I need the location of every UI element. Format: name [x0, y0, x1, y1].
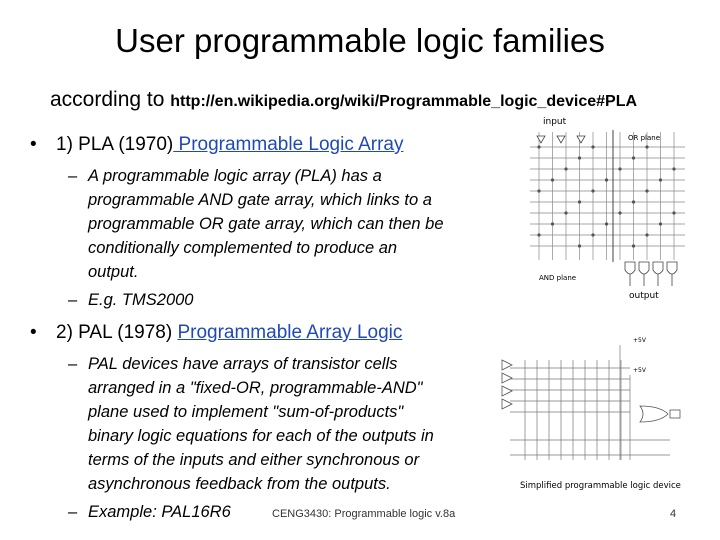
- bullet-dot: •: [30, 322, 37, 343]
- pal-example: [68, 500, 231, 524]
- pla-or-gate: [639, 262, 649, 274]
- pla-connection-dot: [537, 145, 540, 148]
- pal-desc-line: arranged in a "fixed-OR, programmable-AND": [88, 379, 423, 397]
- pla-or-gate: [653, 262, 663, 274]
- pal-vcc-label-2: +5V: [633, 367, 646, 374]
- page-number: 4: [670, 508, 677, 520]
- pla-connection-dot: [632, 156, 635, 159]
- pla-connection-dot: [659, 222, 662, 225]
- bullet-pal-prefix: 2) PAL (1978): [56, 322, 173, 343]
- dash: –: [68, 503, 78, 521]
- pal-or-gate: [640, 406, 668, 422]
- pla-connection-dot: [537, 189, 540, 192]
- pla-output-gates: [537, 136, 677, 286]
- pal-desc-line: plane used to implement "sum-of-products": [88, 403, 404, 421]
- pal-description: [68, 352, 434, 496]
- pla-or-plane-label: OR plane: [628, 134, 661, 142]
- pal-vcc-label-1: +5V: [633, 337, 646, 344]
- pla-input-buffer: [577, 136, 585, 143]
- pla-connection-dot: [672, 211, 675, 214]
- pal-input-buffer: [502, 399, 512, 409]
- pla-connection-dot: [578, 200, 581, 203]
- pla-desc-line: A programmable logic array (PLA) has a: [88, 167, 382, 185]
- pal-desc-line: asynchronous feedback from the outputs.: [88, 475, 391, 493]
- dash: –: [68, 355, 78, 373]
- pla-connection-dot: [659, 178, 662, 181]
- pla-desc-line: conditionally complemented to produce an: [88, 239, 398, 257]
- pla-connection-dot: [564, 211, 567, 214]
- pal-example-text: Example: PAL16R6: [88, 503, 231, 521]
- pla-connection-dot: [605, 222, 608, 225]
- pla-connection-dot: [618, 211, 621, 214]
- pla-connection-dot: [551, 222, 554, 225]
- pal-link[interactable]: Programmable Array Logic: [177, 322, 403, 343]
- pal-desc-line: binary logic equations for each of the outputs in: [88, 427, 434, 445]
- pla-connection-dot: [591, 233, 594, 236]
- pal-wiring: [510, 345, 670, 460]
- pal-input-buffer: [502, 373, 512, 383]
- pla-grid: [530, 130, 685, 262]
- bullet-pla-prefix: 1) PLA (1970): [56, 134, 174, 155]
- pla-output-label: output: [629, 291, 659, 301]
- pla-link[interactable]: Programmable Logic Array: [173, 134, 404, 155]
- pla-input-buffer: [537, 136, 545, 143]
- pla-desc-line: programmable AND gate array, which links to a: [88, 191, 432, 209]
- pla-connection-dot: [632, 244, 635, 247]
- footer-course: CENG3430: Programmable logic v.8a: [272, 508, 456, 520]
- pal-desc-line: PAL devices have arrays of transistor cells: [88, 355, 398, 373]
- dash: –: [68, 167, 78, 185]
- pla-or-gate: [625, 262, 635, 274]
- pla-connection-dot: [645, 189, 648, 192]
- pal-input-buffer: [502, 360, 512, 370]
- pla-connection-dot: [672, 167, 675, 170]
- pla-diagram: [525, 112, 695, 302]
- source-url[interactable]: http://en.wikipedia.org/wiki/Programmable_logic_device#PLA: [170, 93, 638, 110]
- pla-connection-dot: [551, 178, 554, 181]
- pla-connection-dot: [578, 244, 581, 247]
- bullet-dot: •: [30, 134, 37, 155]
- dash: –: [68, 291, 78, 309]
- bullet-pla: [30, 134, 403, 156]
- pal-diagram: [470, 330, 710, 495]
- pla-connection-dot: [578, 156, 581, 159]
- pal-input-buffer: [502, 386, 512, 396]
- pla-desc-line: output.: [88, 263, 139, 281]
- pla-and-plane-label: AND plane: [539, 274, 577, 282]
- pla-connection-dot: [632, 200, 635, 203]
- pla-connection-dot: [618, 167, 621, 170]
- pla-example-text: E.g. TMS2000: [88, 291, 194, 309]
- subtitle: [50, 88, 637, 112]
- subtitle-prefix: according to: [50, 88, 165, 111]
- pal-desc-line: terms of the inputs and either synchronous or: [88, 451, 420, 469]
- bullet-pal: [30, 322, 402, 344]
- slide-title: User programmable logic families: [115, 22, 605, 59]
- pla-input-buffer: [557, 136, 565, 143]
- pla-connection-dot: [537, 233, 540, 236]
- pla-input-label: input: [543, 117, 567, 127]
- pla-connection-dot: [591, 189, 594, 192]
- pla-example: [68, 288, 194, 312]
- pal-caption: Simplified programmable logic device: [520, 481, 681, 491]
- pla-or-gate: [667, 262, 677, 274]
- pla-connection-dot: [645, 233, 648, 236]
- pal-input-buffers: [502, 360, 680, 422]
- pla-description: [68, 164, 444, 284]
- pla-connection-dot: [591, 145, 594, 148]
- pla-connection-dot: [645, 145, 648, 148]
- pla-connection-dot: [605, 178, 608, 181]
- pal-output-box: [670, 410, 680, 418]
- pla-desc-line: programmable OR gate array, which can then be: [88, 215, 444, 233]
- pla-connection-dot: [564, 167, 567, 170]
